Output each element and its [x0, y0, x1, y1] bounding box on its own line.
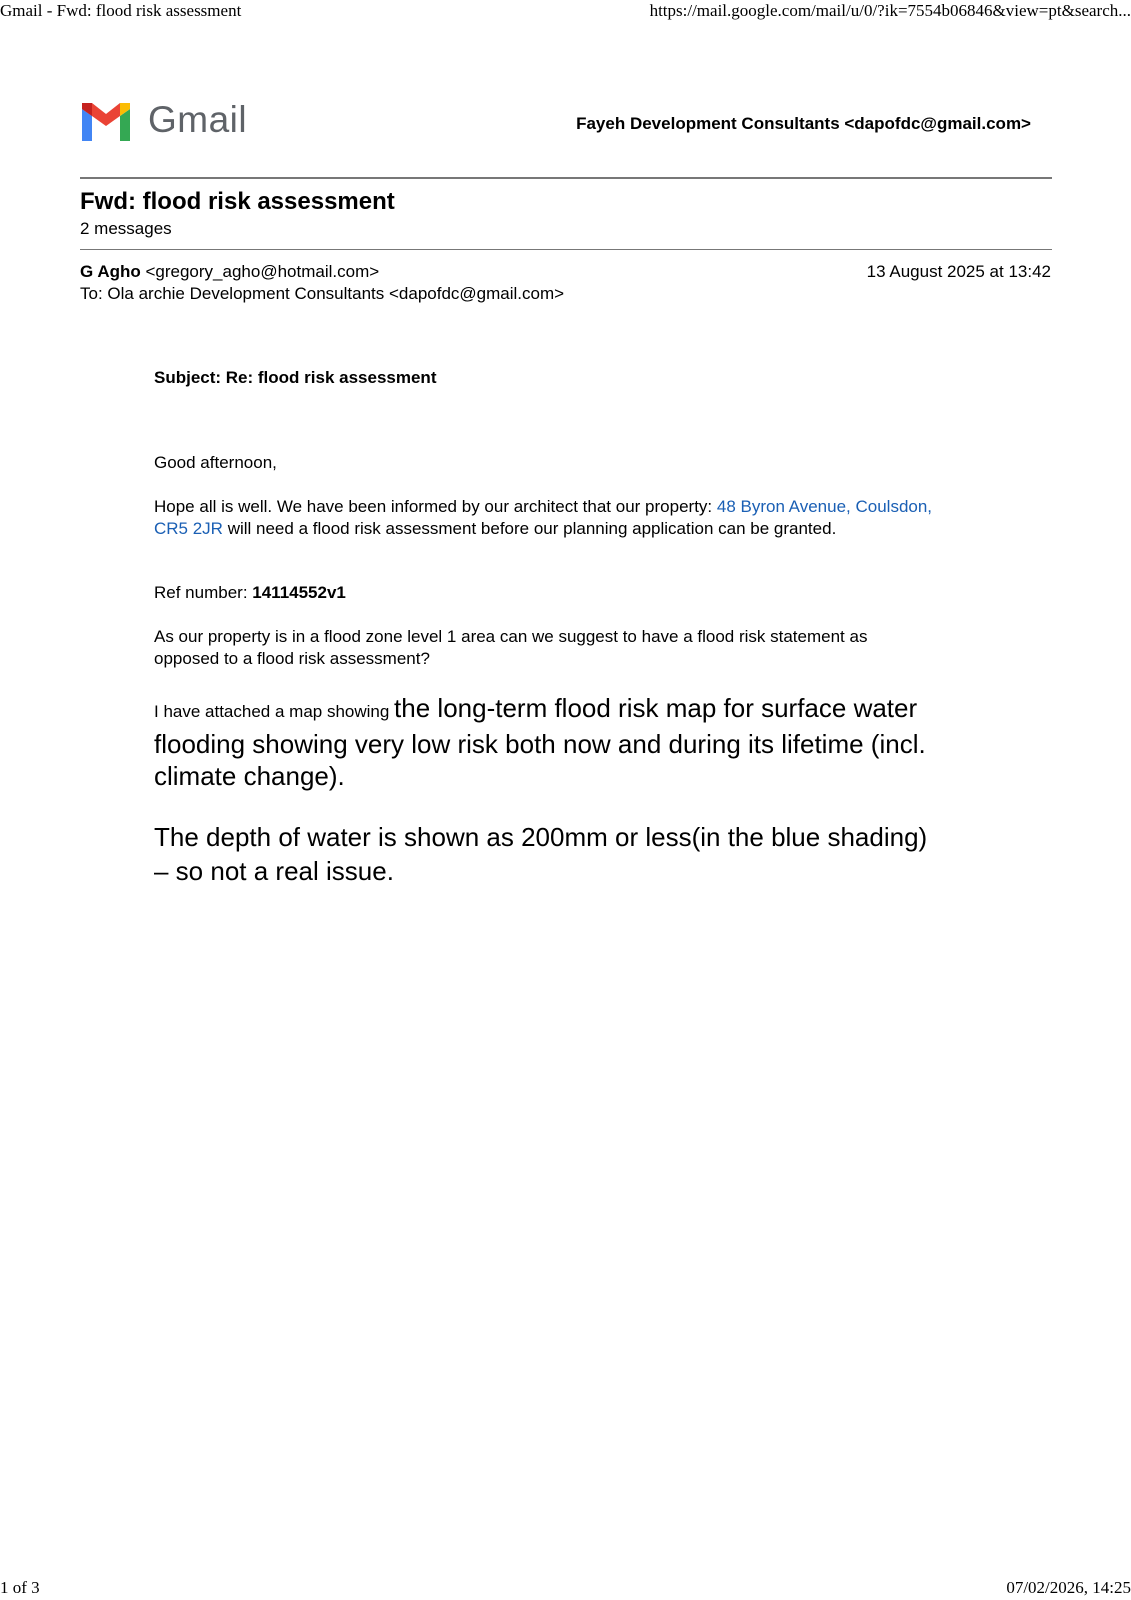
property-intro: Hope all is well. We have been informed by our architect that our property: — [154, 497, 717, 516]
print-header-url: https://mail.google.com/mail/u/0/?ik=7554b06846&view=pt&search... — [649, 1, 1131, 20]
property-paragraph — [154, 496, 934, 540]
sender-line — [80, 262, 379, 282]
ref-number-line — [154, 582, 954, 604]
thread-title: Fwd: flood risk assessment — [80, 188, 395, 215]
recipient-line: To: Ola archie Development Consultants <dapofdc@gmail.com> — [80, 284, 565, 303]
gmail-logo — [78, 98, 247, 142]
map-paragraph — [154, 692, 934, 792]
thread-divider — [80, 249, 1052, 250]
print-header-title: Gmail - Fwd: flood risk assessment — [0, 1, 242, 20]
message-date: 13 August 2025 at 13:42 — [866, 262, 1051, 281]
thread-message-count: 2 messages — [80, 219, 172, 238]
gmail-logo-text: Gmail — [148, 99, 248, 140]
print-datetime: 07/02/2026, 14:25 — [1006, 1578, 1131, 1597]
print-header — [0, 0, 1131, 24]
ref-number-label: Ref number: — [154, 583, 253, 602]
sender-email: <gregory_agho@hotmail.com> — [145, 262, 380, 281]
flood-zone-paragraph: As our property is in a flood zone level 1 area can we suggest to have a flood risk statement as opposed to a flood risk assessment? — [154, 627, 868, 668]
header-divider — [80, 177, 1052, 179]
water-depth-paragraph: The depth of water is shown as 200mm or less(in the blue shading) – so not a real issue. — [154, 822, 928, 886]
ref-number-value: 14114552v1 — [252, 583, 346, 602]
print-footer — [0, 1576, 1131, 1600]
map-intro: I have attached a map showing — [154, 702, 395, 721]
property-rest: will need a flood risk assessment before our planning application can be granted. — [222, 519, 837, 538]
map-description: the long-term flood risk map for surface water flooding showing very low risk both now and during its lifetime (incl. climate change). — [154, 693, 926, 791]
sender-name: G Agho — [80, 262, 141, 281]
account-label: Fayeh Development Consultants <dapofdc@gmail.com> — [576, 114, 1031, 133]
page-number: 1 of 3 — [0, 1578, 40, 1597]
property-address-link[interactable]: 48 Byron Avenue, Coulsdon, CR5 2JR — [154, 497, 933, 538]
message-subject: Subject: Re: flood risk assessment — [154, 368, 437, 387]
message-greeting: Good afternoon, — [154, 453, 277, 472]
gmail-m-logo-icon — [78, 99, 134, 141]
